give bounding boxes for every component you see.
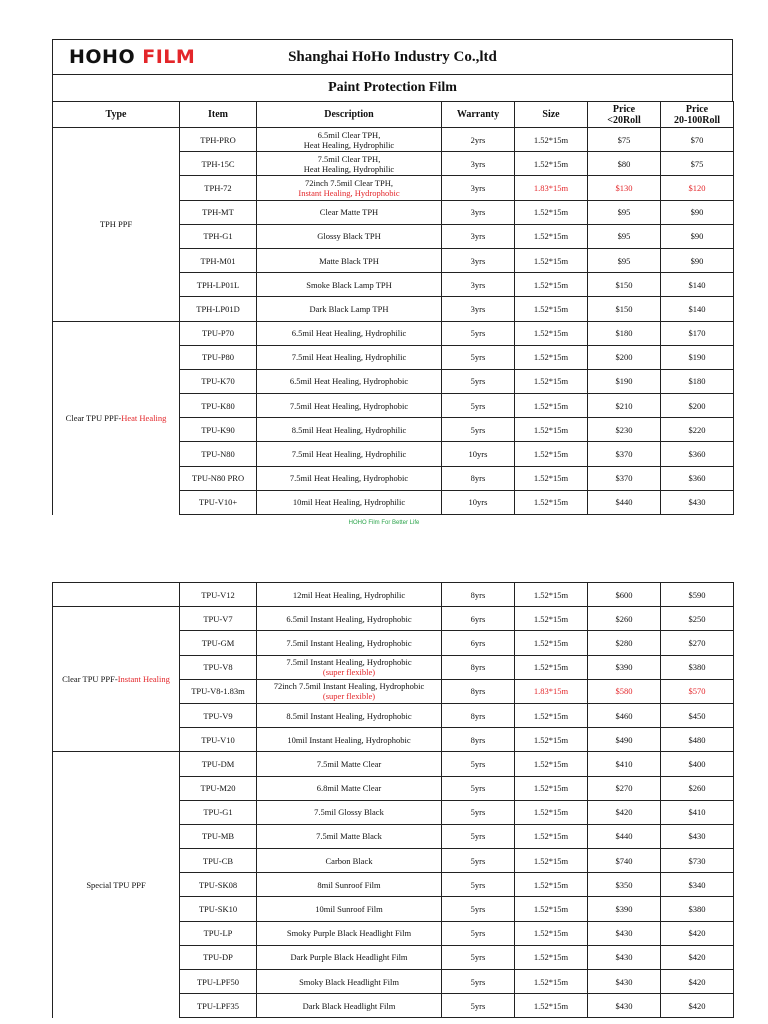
item-code: TPU-V8 xyxy=(180,655,257,679)
size-value: 1.52*15m xyxy=(515,490,588,514)
size-value: 1.52*15m xyxy=(515,152,588,176)
size-value: 1.52*15m xyxy=(515,394,588,418)
size-value: 1.52*15m xyxy=(515,466,588,490)
warranty-value: 8yrs xyxy=(442,655,515,679)
col-header-description: Description xyxy=(257,102,442,128)
warranty-value: 3yrs xyxy=(442,200,515,224)
price-small-order: $260 xyxy=(588,607,661,631)
size-value: 1.52*15m xyxy=(515,631,588,655)
product-type-cell xyxy=(53,607,180,752)
description-line-1: Matte Black TPH xyxy=(319,255,379,266)
price-bulk-order: $90 xyxy=(661,200,734,224)
item-code: TPU-DP xyxy=(180,945,257,969)
warranty-value: 8yrs xyxy=(442,703,515,727)
price-sheet-page-1 xyxy=(52,39,733,515)
price-bulk-order: $90 xyxy=(661,248,734,272)
description-line-1: 7.5mil Instant Healing, Hydrophobic xyxy=(286,637,412,648)
item-code: TPU-SK10 xyxy=(180,897,257,921)
product-type-label: Clear TPU PPF- xyxy=(65,413,122,423)
description-line-1: Smoky Black Headlight Film xyxy=(299,976,399,987)
warranty-value: 10yrs xyxy=(442,442,515,466)
item-code: TPU-G1 xyxy=(180,800,257,824)
price-bulk-order: $480 xyxy=(661,728,734,752)
warranty-value: 10yrs xyxy=(442,490,515,514)
price-bulk-order: $220 xyxy=(661,418,734,442)
warranty-value: 5yrs xyxy=(442,369,515,393)
description-line-1: 7.5mil Heat Healing, Hydrophobic xyxy=(289,400,409,411)
description-line-2: (super flexible) xyxy=(322,667,376,678)
product-type-cell xyxy=(53,321,180,515)
price-bulk-order: $200 xyxy=(661,394,734,418)
price-bulk-order: $140 xyxy=(661,273,734,297)
document-title: Paint Protection Film xyxy=(52,74,733,101)
description-line-1: 6.5mil Instant Healing, Hydrophobic xyxy=(286,613,412,624)
item-code: TPU-CB xyxy=(180,849,257,873)
price-bulk-order: $420 xyxy=(661,945,734,969)
item-description xyxy=(257,703,442,727)
price-small-order: $230 xyxy=(588,418,661,442)
price-bulk-order: $340 xyxy=(661,873,734,897)
description-line-1: Dark Black Lamp TPH xyxy=(309,303,389,314)
description-line-1: 10mil Heat Healing, Hydrophilic xyxy=(292,497,406,508)
item-code: TPH-LP01D xyxy=(180,297,257,321)
size-value: 1.52*15m xyxy=(515,849,588,873)
item-description xyxy=(257,321,442,345)
item-description xyxy=(257,273,442,297)
price-small-order: $580 xyxy=(588,679,661,703)
size-value: 1.52*15m xyxy=(515,273,588,297)
size-value: 1.52*15m xyxy=(515,224,588,248)
product-type-healing-label: Instant Healing xyxy=(117,674,170,685)
size-value: 1.52*15m xyxy=(515,970,588,994)
item-description xyxy=(257,176,442,200)
warranty-value: 5yrs xyxy=(442,945,515,969)
warranty-value: 3yrs xyxy=(442,176,515,200)
item-code: TPU-K90 xyxy=(180,418,257,442)
product-type-label: Clear TPU PPF- xyxy=(62,674,118,685)
warranty-value: 3yrs xyxy=(442,248,515,272)
item-code: TPH-LP01L xyxy=(180,273,257,297)
size-value: 1.52*15m xyxy=(515,824,588,848)
description-line-1: 8.5mil Instant Healing, Hydrophobic xyxy=(286,710,412,721)
size-value: 1.52*15m xyxy=(515,897,588,921)
price-bulk-order: $190 xyxy=(661,345,734,369)
warranty-value: 8yrs xyxy=(442,466,515,490)
item-description xyxy=(257,152,442,176)
size-value: 1.52*15m xyxy=(515,418,588,442)
price-bulk-order: $450 xyxy=(661,703,734,727)
item-code: TPU-P80 xyxy=(180,345,257,369)
price-small-order: $420 xyxy=(588,800,661,824)
description-line-2: Heat Healing, Hydrophilic xyxy=(303,163,395,174)
price-bulk-order: $410 xyxy=(661,800,734,824)
footer-slogan: HOHO Film For Better Life xyxy=(348,520,420,526)
item-code: TPH-PRO xyxy=(180,128,257,152)
table-row xyxy=(53,752,734,776)
description-line-2: (super flexible) xyxy=(322,691,376,702)
item-code: TPU-N80 PRO xyxy=(180,466,257,490)
description-line-1: 8mil Sunroof Film xyxy=(317,879,381,890)
price-small-order: $600 xyxy=(588,583,661,607)
description-line-1: Smoke Black Lamp TPH xyxy=(306,279,392,290)
item-code: TPU-V8-1.83m xyxy=(180,679,257,703)
item-description xyxy=(257,418,442,442)
size-value: 1.52*15m xyxy=(515,752,588,776)
price-bulk-order: $250 xyxy=(661,607,734,631)
description-line-1: 7.5mil Matte Clear xyxy=(316,758,382,769)
description-line-1: 7.5mil Matte Black xyxy=(316,831,382,842)
size-value: 1.52*15m xyxy=(515,200,588,224)
price-bulk-order: $590 xyxy=(661,583,734,607)
price-bulk-order: $730 xyxy=(661,849,734,873)
item-code: TPU-LPF35 xyxy=(180,994,257,1018)
item-code: TPU-K70 xyxy=(180,369,257,393)
size-value: 1.52*15m xyxy=(515,703,588,727)
price-small-order: $740 xyxy=(588,849,661,873)
price-bulk-order: $360 xyxy=(661,442,734,466)
size-value: 1.83*15m xyxy=(515,176,588,200)
price-bulk-order: $180 xyxy=(661,369,734,393)
warranty-value: 5yrs xyxy=(442,776,515,800)
size-value: 1.52*15m xyxy=(515,800,588,824)
description-line-1: 10mil Sunroof Film xyxy=(315,904,383,915)
item-description xyxy=(257,655,442,679)
description-line-1: 7.5mil Glossy Black xyxy=(314,807,384,818)
warranty-value: 5yrs xyxy=(442,418,515,442)
item-description xyxy=(257,728,442,752)
price-bulk-order: $120 xyxy=(661,176,734,200)
price-bulk-order: $430 xyxy=(661,490,734,514)
item-description xyxy=(257,466,442,490)
warranty-value: 5yrs xyxy=(442,849,515,873)
description-line-1: 7.5mil Heat Healing, Hydrophilic xyxy=(291,352,407,363)
price-bulk-order: $260 xyxy=(661,776,734,800)
item-description xyxy=(257,631,442,655)
warranty-value: 8yrs xyxy=(442,728,515,752)
price-sheet-page-2 xyxy=(52,582,733,1018)
col-header-price-bulk: Price 20-100Roll xyxy=(661,102,734,128)
warranty-value: 5yrs xyxy=(442,921,515,945)
price-small-order: $430 xyxy=(588,994,661,1018)
table-row xyxy=(53,128,734,152)
price-small-order: $410 xyxy=(588,752,661,776)
price-small-order: $490 xyxy=(588,728,661,752)
description-line-1: 6.5mil Clear TPH, xyxy=(317,129,381,140)
price-small-order: $350 xyxy=(588,873,661,897)
description-line-1: Glossy Black TPH xyxy=(317,231,381,242)
size-value: 1.52*15m xyxy=(515,607,588,631)
item-description xyxy=(257,442,442,466)
warranty-value: 5yrs xyxy=(442,873,515,897)
item-code: TPU-N80 xyxy=(180,442,257,466)
price-small-order: $430 xyxy=(588,970,661,994)
size-value: 1.52*15m xyxy=(515,583,588,607)
description-line-1: 8.5mil Heat Healing, Hydrophilic xyxy=(291,424,407,435)
size-value: 1.52*15m xyxy=(515,655,588,679)
item-description xyxy=(257,970,442,994)
item-code: TPU-P70 xyxy=(180,321,257,345)
price-small-order: $75 xyxy=(588,128,661,152)
letterhead xyxy=(52,39,733,74)
warranty-value: 8yrs xyxy=(442,679,515,703)
warranty-value: 3yrs xyxy=(442,273,515,297)
price-small-order: $95 xyxy=(588,200,661,224)
warranty-value: 8yrs xyxy=(442,583,515,607)
description-line-2: Instant Healing, Hydrophobic xyxy=(298,187,400,198)
price-small-order: $280 xyxy=(588,631,661,655)
price-bulk-order: $170 xyxy=(661,321,734,345)
price-small-order: $200 xyxy=(588,345,661,369)
col-header-warranty: Warranty xyxy=(442,102,515,128)
price-small-order: $370 xyxy=(588,442,661,466)
description-line-1: 6.5mil Heat Healing, Hydrophilic xyxy=(291,328,407,339)
item-description xyxy=(257,224,442,248)
item-description xyxy=(257,200,442,224)
price-small-order: $440 xyxy=(588,490,661,514)
item-code: TPU-GM xyxy=(180,631,257,655)
price-table-bottom xyxy=(52,582,734,1018)
item-description xyxy=(257,945,442,969)
size-value: 1.52*15m xyxy=(515,994,588,1018)
product-type-cell xyxy=(53,752,180,1018)
item-code: TPH-M01 xyxy=(180,248,257,272)
item-description xyxy=(257,128,442,152)
description-line-1: Smoky Purple Black Headlight Film xyxy=(286,928,412,939)
price-bulk-order: $430 xyxy=(661,824,734,848)
warranty-value: 5yrs xyxy=(442,394,515,418)
item-description xyxy=(257,583,442,607)
item-description xyxy=(257,248,442,272)
item-code: TPU-LPF50 xyxy=(180,970,257,994)
price-bulk-order: $90 xyxy=(661,224,734,248)
table-row xyxy=(53,321,734,345)
price-bulk-order: $360 xyxy=(661,466,734,490)
col-header-item: Item xyxy=(180,102,257,128)
price-small-order: $150 xyxy=(588,297,661,321)
warranty-value: 3yrs xyxy=(442,297,515,321)
size-value: 1.52*15m xyxy=(515,248,588,272)
item-code: TPU-SK08 xyxy=(180,873,257,897)
description-line-1: Dark Purple Black Headlight Film xyxy=(290,952,408,963)
price-bulk-order: $420 xyxy=(661,970,734,994)
company-name: Shanghai HoHo Industry Co.,ltd xyxy=(288,49,497,65)
description-line-1: Dark Black Headlight Film xyxy=(302,1000,396,1011)
description-line-1: 7.5mil Clear TPH, xyxy=(317,153,381,164)
description-line-1: Carbon Black xyxy=(325,855,373,866)
description-line-1: Clear Matte TPH xyxy=(319,207,379,218)
item-description xyxy=(257,490,442,514)
description-line-1: 7.5mil Instant Healing, Hydrophobic xyxy=(286,657,412,668)
table-row xyxy=(53,607,734,631)
item-code: TPU-V7 xyxy=(180,607,257,631)
product-type-label: TPH PPF xyxy=(99,219,133,230)
item-description xyxy=(257,297,442,321)
price-small-order: $95 xyxy=(588,224,661,248)
description-line-1: 72inch 7.5mil Instant Healing, Hydrophobic xyxy=(273,681,425,692)
warranty-value: 3yrs xyxy=(442,224,515,248)
item-code: TPH-15C xyxy=(180,152,257,176)
col-header-price-small: Price <20Roll xyxy=(588,102,661,128)
item-code: TPH-G1 xyxy=(180,224,257,248)
price-bulk-order: $70 xyxy=(661,128,734,152)
item-description xyxy=(257,607,442,631)
price-small-order: $190 xyxy=(588,369,661,393)
warranty-value: 5yrs xyxy=(442,897,515,921)
price-small-order: $150 xyxy=(588,273,661,297)
item-code: TPU-V10 xyxy=(180,728,257,752)
price-small-order: $180 xyxy=(588,321,661,345)
size-value: 1.52*15m xyxy=(515,921,588,945)
warranty-value: 5yrs xyxy=(442,752,515,776)
price-small-order: $210 xyxy=(588,394,661,418)
price-small-order: $390 xyxy=(588,655,661,679)
price-bulk-order: $420 xyxy=(661,994,734,1018)
item-description xyxy=(257,394,442,418)
price-bulk-order: $380 xyxy=(661,655,734,679)
price-bulk-order: $400 xyxy=(661,752,734,776)
price-small-order: $390 xyxy=(588,897,661,921)
price-small-order: $95 xyxy=(588,248,661,272)
description-line-2: Heat Healing, Hydrophilic xyxy=(303,139,395,150)
price-small-order: $440 xyxy=(588,824,661,848)
size-value: 1.52*15m xyxy=(515,442,588,466)
price-small-order: $130 xyxy=(588,176,661,200)
item-description xyxy=(257,345,442,369)
size-value: 1.52*15m xyxy=(515,345,588,369)
description-line-1: 72inch 7.5mil Clear TPH, xyxy=(305,177,393,188)
warranty-value: 5yrs xyxy=(442,345,515,369)
product-type-healing-label: Heat Healing xyxy=(121,413,167,423)
price-bulk-order: $420 xyxy=(661,921,734,945)
price-bulk-order: $380 xyxy=(661,897,734,921)
item-description xyxy=(257,776,442,800)
size-value: 1.52*15m xyxy=(515,128,588,152)
warranty-value: 6yrs xyxy=(442,607,515,631)
price-bulk-order: $570 xyxy=(661,679,734,703)
size-value: 1.52*15m xyxy=(515,873,588,897)
size-value: 1.52*15m xyxy=(515,321,588,345)
item-description xyxy=(257,800,442,824)
warranty-value: 5yrs xyxy=(442,970,515,994)
warranty-value: 5yrs xyxy=(442,800,515,824)
warranty-value: 5yrs xyxy=(442,321,515,345)
warranty-value: 6yrs xyxy=(442,631,515,655)
price-small-order: $430 xyxy=(588,921,661,945)
item-code: TPH-72 xyxy=(180,176,257,200)
price-small-order: $80 xyxy=(588,152,661,176)
price-small-order: $270 xyxy=(588,776,661,800)
description-line-1: 12mil Heat Healing, Hydrophilic xyxy=(292,589,406,600)
item-code: TPU-V10+ xyxy=(180,490,257,514)
warranty-value: 5yrs xyxy=(442,824,515,848)
col-header-type: Type xyxy=(53,102,180,128)
size-value: 1.52*15m xyxy=(515,297,588,321)
item-description xyxy=(257,849,442,873)
size-value: 1.52*15m xyxy=(515,776,588,800)
item-description xyxy=(257,679,442,703)
item-code: TPU-V9 xyxy=(180,703,257,727)
price-small-order: $460 xyxy=(588,703,661,727)
price-bulk-order: $140 xyxy=(661,297,734,321)
item-code: TPU-DM xyxy=(180,752,257,776)
item-description xyxy=(257,994,442,1018)
description-line-1: 6.5mil Heat Healing, Hydrophobic xyxy=(289,376,409,387)
item-description xyxy=(257,873,442,897)
item-code: TPU-LP xyxy=(180,921,257,945)
size-value: 1.52*15m xyxy=(515,945,588,969)
description-line-1: 6.8mil Matte Clear xyxy=(316,783,382,794)
item-description xyxy=(257,921,442,945)
item-code: TPU-M20 xyxy=(180,776,257,800)
item-code: TPH-MT xyxy=(180,200,257,224)
size-value: 1.83*15m xyxy=(515,679,588,703)
item-code: TPU-MB xyxy=(180,824,257,848)
col-header-size: Size xyxy=(515,102,588,128)
description-line-1: 7.5mil Heat Healing, Hydrophilic xyxy=(291,449,407,460)
warranty-value: 3yrs xyxy=(442,152,515,176)
item-description xyxy=(257,897,442,921)
item-description xyxy=(257,752,442,776)
product-type-continued-cell xyxy=(53,583,180,607)
warranty-value: 2yrs xyxy=(442,128,515,152)
product-type-cell xyxy=(53,128,180,322)
warranty-value: 5yrs xyxy=(442,994,515,1018)
item-description xyxy=(257,369,442,393)
item-description xyxy=(257,824,442,848)
description-line-1: 7.5mil Heat Healing, Hydrophobic xyxy=(289,473,409,484)
size-value: 1.52*15m xyxy=(515,369,588,393)
table-row xyxy=(53,583,734,607)
description-line-1: 10mil Instant Healing, Hydrophobic xyxy=(287,734,411,745)
price-table-top xyxy=(52,101,734,515)
item-code: TPU-K80 xyxy=(180,394,257,418)
hoho-film-logo: HOHO FILM xyxy=(69,46,196,68)
price-small-order: $430 xyxy=(588,945,661,969)
size-value: 1.52*15m xyxy=(515,728,588,752)
item-code: TPU-V12 xyxy=(180,583,257,607)
price-bulk-order: $270 xyxy=(661,631,734,655)
price-bulk-order: $75 xyxy=(661,152,734,176)
price-small-order: $370 xyxy=(588,466,661,490)
product-type-label: Special TPU PPF xyxy=(86,880,146,891)
